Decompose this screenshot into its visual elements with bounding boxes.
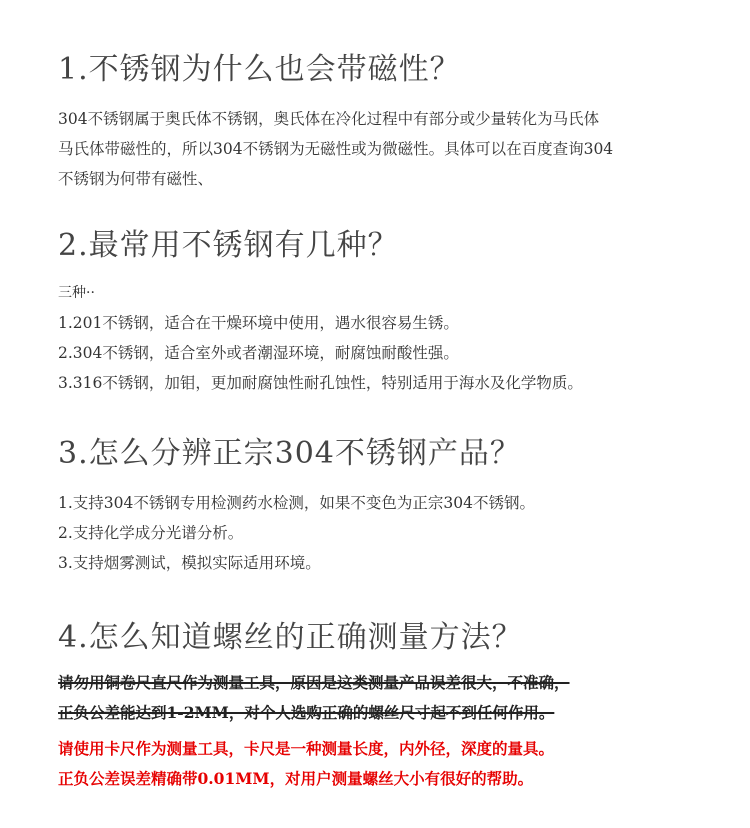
section-heading: 1.不锈钢为什么也会带磁性？ xyxy=(58,52,461,87)
struck-line: 正负公差能达到1-2MM，对个人选购正确的螺丝尺寸起不到任何作用。 xyxy=(58,703,555,722)
section-heading: 4.怎么知道螺丝的正确测量方法？ xyxy=(58,620,523,655)
body-line: 三种·· xyxy=(58,285,95,301)
body-line: 2.304不锈钢，适合室外或者潮湿环境，耐腐蚀耐酸性强。 xyxy=(58,344,459,362)
faq-section-magnetism xyxy=(58,50,710,194)
body-line: 1.201不锈钢，适合在干燥环境中使用，遇水很容易生锈。 xyxy=(58,314,459,332)
body-line: 304不锈钢属于奥氏体不锈钢，奥氏体在冷化过程中有部分或少量转化为马氏体 xyxy=(58,110,600,128)
red-line: 正负公差误差精确带0.01MM，对用户测量螺丝大小有很好的帮助。 xyxy=(58,769,534,788)
body-line: 1.支持304不锈钢专用检测药水检测，如果不变色为正宗304不锈钢。 xyxy=(58,494,535,512)
red-line: 请使用卡尺作为测量工具，卡尺是一种测量长度，内外径，深度的量具。 xyxy=(58,739,555,758)
section-heading: 3.怎么分辨正宗304不锈钢产品？ xyxy=(58,436,521,471)
section-body xyxy=(58,668,710,794)
body-line: 不锈钢为何带有磁性、 xyxy=(58,170,214,188)
body-line: 3.支持烟雾测试，模拟实际适用环境。 xyxy=(58,554,321,572)
body-line: 3.316不锈钢，加钼，更加耐腐蚀性耐孔蚀性，特别适用于海水及化学物质。 xyxy=(58,374,583,392)
section-body xyxy=(58,488,710,578)
body-line: 2.支持化学成分光谱分析。 xyxy=(58,524,244,542)
section-body xyxy=(58,104,710,194)
faq-section-common-types xyxy=(58,226,710,398)
section-body xyxy=(58,278,710,398)
section-heading: 2.最常用不锈钢有几种？ xyxy=(58,228,399,263)
faq-section-measurement xyxy=(58,618,710,794)
struck-line: 请勿用铜卷尺直尺作为测量工具，原因是这类测量产品误差很大，不准确， xyxy=(58,673,570,692)
faq-section-authenticity xyxy=(58,434,710,578)
body-line: 马氏体带磁性的，所以304不锈钢为无磁性或为微磁性。具体可以在百度查询304 xyxy=(58,140,614,158)
